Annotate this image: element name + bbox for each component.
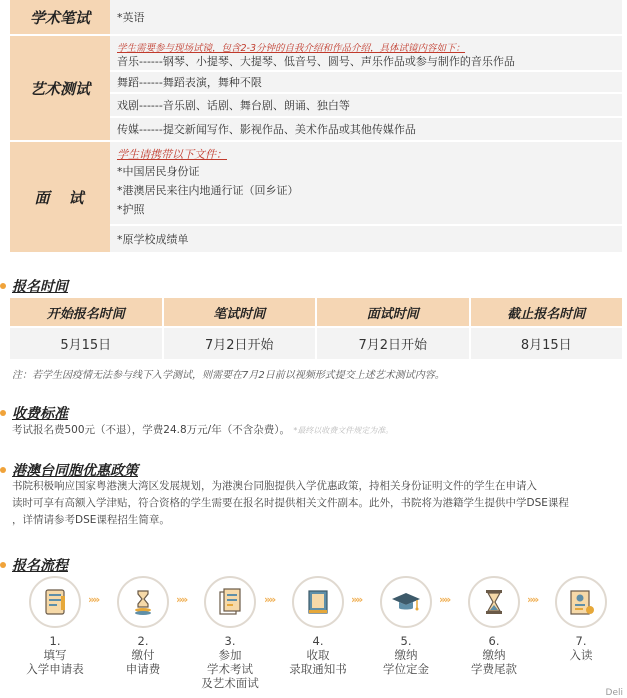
policy-heading: 港澳台同胞优惠政策 (0, 460, 138, 480)
written-exam-row (10, 0, 622, 36)
process-step: 3. 参加 学术考试 及艺术面试 (190, 576, 270, 690)
process-step: 6. 缴纳 学费尾款 (454, 576, 534, 676)
interview-doc-passport: *护照 (117, 203, 145, 216)
fees-small-note: *最终以收费文件规定为准。 (293, 426, 394, 435)
watermark: Deli (605, 688, 623, 698)
form-icon (29, 576, 81, 628)
art-item-dance: 舞蹈------舞蹈表演，舞种不限 (110, 72, 622, 94)
header-written-exam-date: 笔试时间 (164, 298, 318, 326)
exam-paper-icon (204, 576, 256, 628)
graduation-cap-icon (380, 576, 432, 628)
art-item-drama: 戏剧------音乐剧、话剧、舞台剧、朗诵、独白等 (110, 94, 622, 118)
registration-heading: 报名时间 (0, 276, 68, 296)
coins-hourglass-icon (117, 576, 169, 628)
art-item-media: 传媒------提交新闻写作、影视作品、美术作品或其他传媒作品 (110, 118, 622, 142)
book-icon (292, 576, 344, 628)
interview-note: 学生请携带以下文件： (117, 148, 227, 161)
written-exam-value: *英语 (110, 0, 622, 36)
written-exam-label: 学术笔试 (10, 0, 110, 36)
policy-text: 书院积极响应国家粤港澳大湾区发展规划，为港澳台同胞提供入学优惠政策，持相关身份证明文件的学生在申请入 读时可享有高额入学津贴，符合资格的学生需要在报名时提供相关文件副本。此外，书院将为港籍学生提供中学DSE课程 ，详情请参考DSE课程招生简章。 (12, 480, 569, 526)
process-step: 1. 填写 入学申请表 (15, 576, 95, 676)
interview-label: 面 试 (10, 142, 110, 254)
art-test-row (10, 36, 622, 142)
registration-note: 注：若学生因疫情无法参与线下入学测试，则需要在7月2日前以视频形式提交上述艺术测试内容。 (12, 370, 445, 381)
requirements-table (10, 0, 622, 254)
header-start-date: 开始报名时间 (10, 298, 164, 326)
art-test-label: 艺术测试 (10, 36, 110, 142)
interview-doc-home-return-permit: *港澳居民来往内地通行证（回乡证） (117, 184, 299, 197)
process-step: 5. 缴纳 学位定金 (366, 576, 446, 676)
value-deadline: 8月15日 (471, 326, 623, 359)
chevron-right-icon: »» (264, 593, 275, 606)
chevron-right-icon: »» (439, 593, 450, 606)
art-item-music: 音乐------钢琴、小提琴、大提琴、低音号、圆号、声乐作品或参与制作的音乐作品 (110, 52, 622, 72)
bullet-dot (0, 562, 6, 568)
process-steps (0, 576, 627, 698)
student-badge-icon (555, 576, 607, 628)
art-test-note: 学生需要参与现场试镜，包含2-3分钟的自我介绍和作品介绍，具体试镜内容如下： (117, 43, 466, 54)
header-deadline: 截止报名时间 (471, 298, 623, 326)
process-heading: 报名流程 (0, 555, 68, 575)
bullet-dot (0, 467, 6, 473)
hourglass-icon (468, 576, 520, 628)
process-step: 7. 入读 (541, 576, 621, 662)
bullet-dot (0, 283, 6, 289)
chevron-right-icon: »» (88, 593, 99, 606)
value-start-date: 5月15日 (10, 326, 164, 359)
interview-doc-id-card: *中国居民身份证 (117, 165, 200, 178)
header-interview-date: 面试时间 (317, 298, 471, 326)
interview-doc-transcript: *原学校成绩单 (110, 226, 622, 254)
process-step: 4. 收取 录取通知书 (278, 576, 358, 676)
chevron-right-icon: »» (527, 593, 538, 606)
interview-row (10, 142, 622, 254)
chevron-right-icon: »» (351, 593, 362, 606)
chevron-right-icon: »» (176, 593, 187, 606)
value-written-exam-date: 7月2日开始 (164, 326, 318, 359)
bullet-dot (0, 410, 6, 416)
fees-heading: 收费标准 (0, 403, 68, 423)
fees-text: 考试报名费500元（不退），学费24.8万元/年（不含杂费）。 *最终以收费文件规定为准。 (12, 424, 394, 436)
value-interview-date: 7月2日开始 (317, 326, 471, 359)
process-step: 2. 缴付 申请费 (103, 576, 183, 676)
registration-dates-table (10, 298, 622, 359)
